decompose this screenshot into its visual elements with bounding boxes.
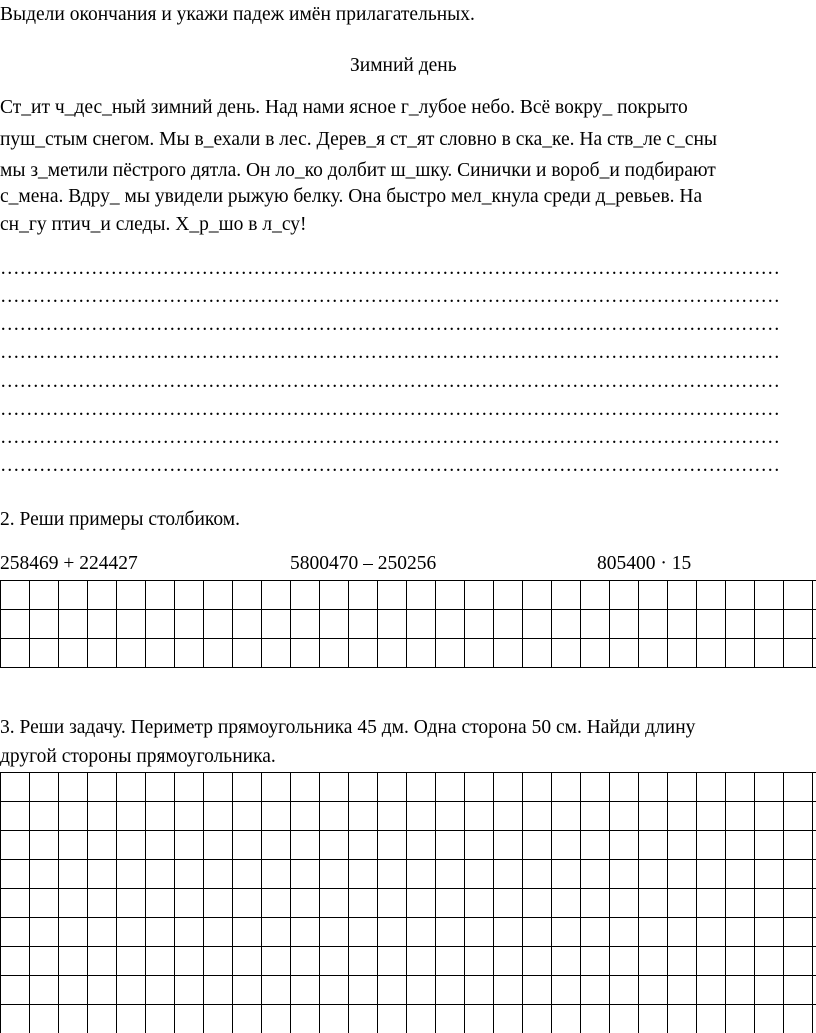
answer-line[interactable]: ………………………………………………………………………………………………………… bbox=[0, 427, 780, 448]
task3-heading-line2: другой стороны прямоугольника. bbox=[0, 746, 276, 767]
text-line: пуш_стым снегом. Мы в_ехали в лес. Дерев_я ст_ят словно в ска_ке. На ств_ле с_сны bbox=[0, 129, 717, 150]
answer-line[interactable]: ………………………………………………………………………………………………………… bbox=[0, 371, 780, 392]
grid-task3[interactable] bbox=[0, 772, 816, 1033]
task3-heading-line1: 3. Реши задачу. Периметр прямоугольника 45 дм. Одна сторона 50 см. Найди длину bbox=[0, 717, 696, 738]
text-line: мы з_метили пёстрого дятла. Он ло_ко долбит ш_шку. Синички и вороб_и подбирают bbox=[0, 160, 716, 181]
answer-line[interactable]: ………………………………………………………………………………………………………… bbox=[0, 286, 780, 307]
answer-line[interactable]: ………………………………………………………………………………………………………… bbox=[0, 399, 780, 420]
example-2: 5800470 – 250256 bbox=[290, 553, 437, 574]
text-line: сн_гу птич_и следы. Х_р_шо в л_су! bbox=[0, 214, 307, 235]
text-line: с_мена. Вдру_ мы увидели рыжую белку. Она быстро мел_кнула среди д_ревьев. На bbox=[0, 186, 703, 207]
example-3: 805400 · 15 bbox=[597, 553, 692, 574]
task1-instruction: Выдели окончания и укажи падеж имён прилагательных. bbox=[0, 4, 475, 25]
grid-task2[interactable] bbox=[0, 580, 816, 668]
answer-line[interactable]: ………………………………………………………………………………………………………… bbox=[0, 342, 780, 363]
answer-line[interactable]: ………………………………………………………………………………………………………… bbox=[0, 455, 780, 476]
text-line: Ст_ит ч_дес_ный зимний день. Над нами ясное г_лубое небо. Всё вокру_ покрыто bbox=[0, 97, 688, 118]
answer-line[interactable]: ………………………………………………………………………………………………………… bbox=[0, 314, 780, 335]
text-title: Зимний день bbox=[350, 55, 457, 76]
task2-heading: 2. Реши примеры столбиком. bbox=[0, 509, 240, 530]
example-1: 258469 + 224427 bbox=[0, 553, 138, 574]
answer-line[interactable]: ………………………………………………………………………………………………………… bbox=[0, 258, 780, 279]
